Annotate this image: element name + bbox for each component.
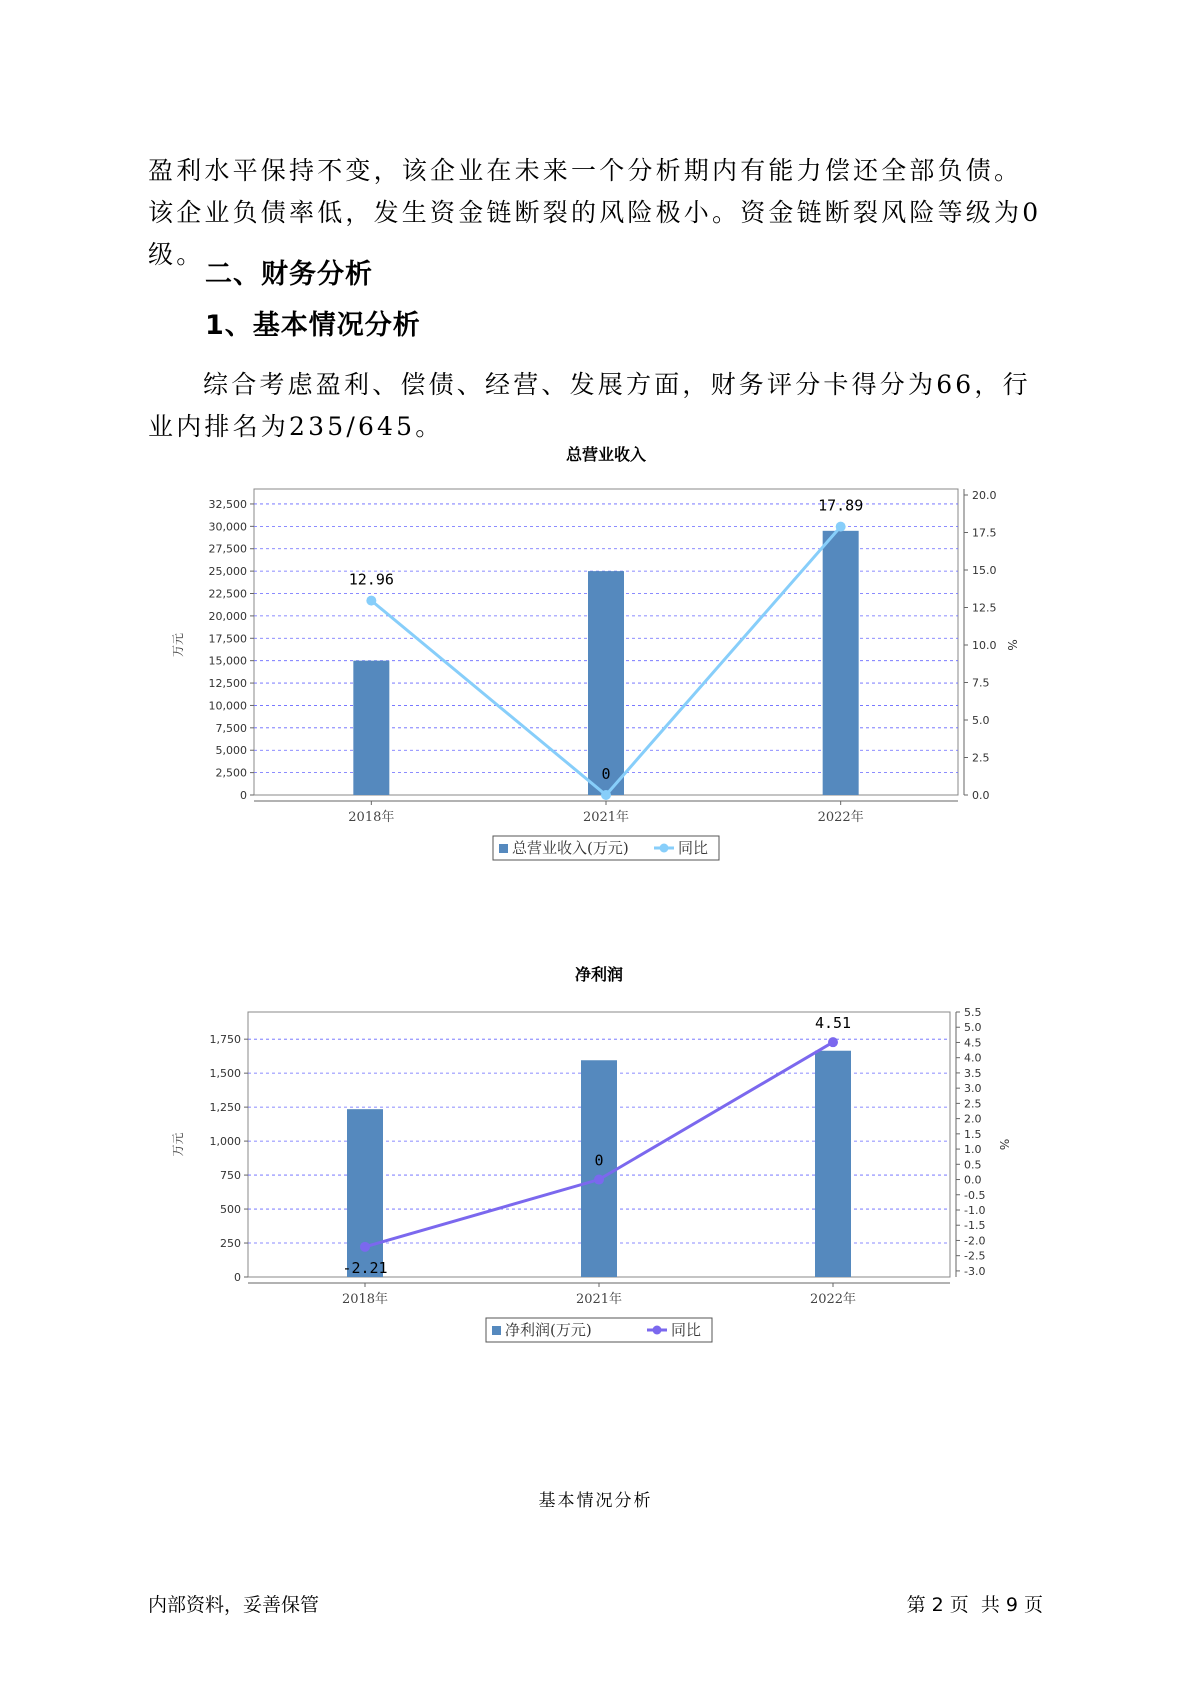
paragraph-score: 综合考虑盈利、偿债、经营、发展方面，财务评分卡得分为66，行业内排名为235/645。 xyxy=(148,370,1031,441)
y-tick-label: 1,000 xyxy=(209,1135,241,1149)
yoy-point xyxy=(828,1037,838,1047)
yoy-point xyxy=(836,522,846,532)
footer-page-number: 第 2 页 共 9 页 xyxy=(906,1594,1043,1616)
y2-tick-label: 2.0 xyxy=(964,1112,982,1126)
y2-tick-label: 12.5 xyxy=(972,601,997,615)
y2-tick-label: 0.0 xyxy=(964,1173,982,1187)
paragraph-risk: 盈利水平保持不变，该企业在未来一个分析期内有能力偿还全部负债。该企业负债率低，发生资金链断裂的风险极小。资金链断裂风险等级为0级。 xyxy=(148,156,1042,269)
y2-tick-label: 2.5 xyxy=(972,751,990,765)
y-tick-label: 1,750 xyxy=(209,1033,241,1047)
y2-tick-label: -3.0 xyxy=(964,1264,986,1278)
data-label: -2.21 xyxy=(342,1258,388,1277)
x-tick-label: 2021年 xyxy=(575,1292,623,1307)
legend-line-label: 同比 xyxy=(678,839,709,857)
y-tick-label: 10,000 xyxy=(208,699,247,713)
y2-tick-label: 0.0 xyxy=(972,789,990,802)
y-tick-label: 1,250 xyxy=(209,1101,241,1115)
y-tick-label: 5,000 xyxy=(215,744,247,758)
footer-confidential: 内部资料，妥善保管 xyxy=(148,1594,320,1616)
bar xyxy=(588,571,624,795)
y2-tick-label: -1.5 xyxy=(964,1219,986,1233)
y2-tick-label: 1.5 xyxy=(964,1127,982,1141)
y2-tick-label: -1.0 xyxy=(964,1203,986,1217)
data-label: 4.51 xyxy=(814,1014,852,1033)
legend-bar-label: 净利润(万元) xyxy=(505,1321,592,1339)
x-tick-label: 2022年 xyxy=(817,810,864,825)
y-tick-label: 25,000 xyxy=(208,565,247,579)
y2-tick-label: 1.0 xyxy=(964,1143,982,1157)
revenue-chart-svg xyxy=(170,445,1030,940)
y2-tick-label: 0.5 xyxy=(964,1158,982,1172)
y2-tick-label: 20.0 xyxy=(972,489,997,502)
y2-tick-label: 3.0 xyxy=(964,1082,982,1096)
y2-tick-label: -2.5 xyxy=(964,1249,986,1263)
y-tick-label: 0 xyxy=(240,789,247,802)
y2-axis-title: % xyxy=(997,1138,1011,1151)
y-tick-label: 12,500 xyxy=(208,677,247,691)
legend-bar-label: 总营业收入(万元) xyxy=(512,839,629,857)
y2-tick-label: 10.0 xyxy=(972,639,997,652)
legend-bar-swatch xyxy=(492,1326,501,1335)
revenue-chart xyxy=(170,445,1030,940)
yoy-point xyxy=(594,1175,604,1185)
x-tick-label: 2018年 xyxy=(348,810,395,825)
subsection-heading: 1、基本情况分析 xyxy=(205,310,421,341)
yoy-point xyxy=(366,596,376,606)
figure-caption: 基本情况分析 xyxy=(538,1491,653,1511)
chart-title: 总营业收入 xyxy=(565,445,647,464)
y-tick-label: 22,500 xyxy=(208,587,247,601)
y-tick-label: 7,500 xyxy=(215,721,247,735)
bar xyxy=(353,661,389,795)
net-profit-chart-svg xyxy=(170,965,1030,1420)
y2-tick-label: 15.0 xyxy=(972,564,997,577)
y-tick-label: 27,500 xyxy=(208,542,247,556)
y-tick-label: 500 xyxy=(220,1203,241,1217)
y-tick-label: 750 xyxy=(220,1169,241,1183)
net-profit-chart xyxy=(170,965,1030,1420)
y2-tick-label: -2.0 xyxy=(964,1234,986,1248)
data-label: 17.89 xyxy=(818,496,864,515)
y2-tick-label: 4.0 xyxy=(964,1051,982,1065)
data-label: 12.96 xyxy=(348,570,394,589)
y2-tick-label: 17.5 xyxy=(972,526,997,540)
y-axis-title: 万元 xyxy=(171,632,185,658)
y2-tick-label: 4.5 xyxy=(964,1036,982,1050)
y-tick-label: 0 xyxy=(234,1271,241,1284)
legend-bar-swatch xyxy=(499,844,508,853)
y2-tick-label: 5.0 xyxy=(964,1021,982,1035)
y2-tick-label: 5.5 xyxy=(964,1006,982,1019)
y-tick-label: 17,500 xyxy=(208,632,247,646)
y2-tick-label: 2.5 xyxy=(964,1097,982,1111)
y2-tick-label: 3.5 xyxy=(964,1066,982,1080)
section-heading: 二、财务分析 xyxy=(205,259,373,290)
y-tick-label: 2,500 xyxy=(215,766,247,780)
data-label: 0 xyxy=(601,765,611,783)
yoy-point xyxy=(360,1242,370,1252)
y-tick-label: 15,000 xyxy=(208,654,247,668)
y-tick-label: 32,500 xyxy=(208,497,247,511)
yoy-point xyxy=(601,790,611,800)
bar xyxy=(823,531,859,795)
y-axis-title: 万元 xyxy=(171,1132,185,1157)
x-tick-label: 2021年 xyxy=(582,810,630,825)
bar xyxy=(815,1051,851,1277)
y2-tick-label: -0.5 xyxy=(964,1188,986,1202)
y-tick-label: 20,000 xyxy=(208,609,247,623)
y-tick-label: 1,500 xyxy=(209,1067,241,1081)
legend-line-marker xyxy=(660,844,669,853)
y-tick-label: 30,000 xyxy=(208,520,247,534)
legend-line-label: 同比 xyxy=(671,1321,702,1339)
y-tick-label: 250 xyxy=(220,1237,241,1251)
legend-line-marker xyxy=(653,1326,662,1335)
y2-tick-label: 7.5 xyxy=(972,676,990,690)
chart-title: 净利润 xyxy=(574,965,624,984)
x-tick-label: 2022年 xyxy=(809,1292,857,1307)
data-label: 0 xyxy=(594,1151,604,1170)
x-tick-label: 2018年 xyxy=(341,1292,389,1307)
y2-axis-title: % xyxy=(1005,639,1019,651)
y2-tick-label: 5.0 xyxy=(972,714,990,727)
